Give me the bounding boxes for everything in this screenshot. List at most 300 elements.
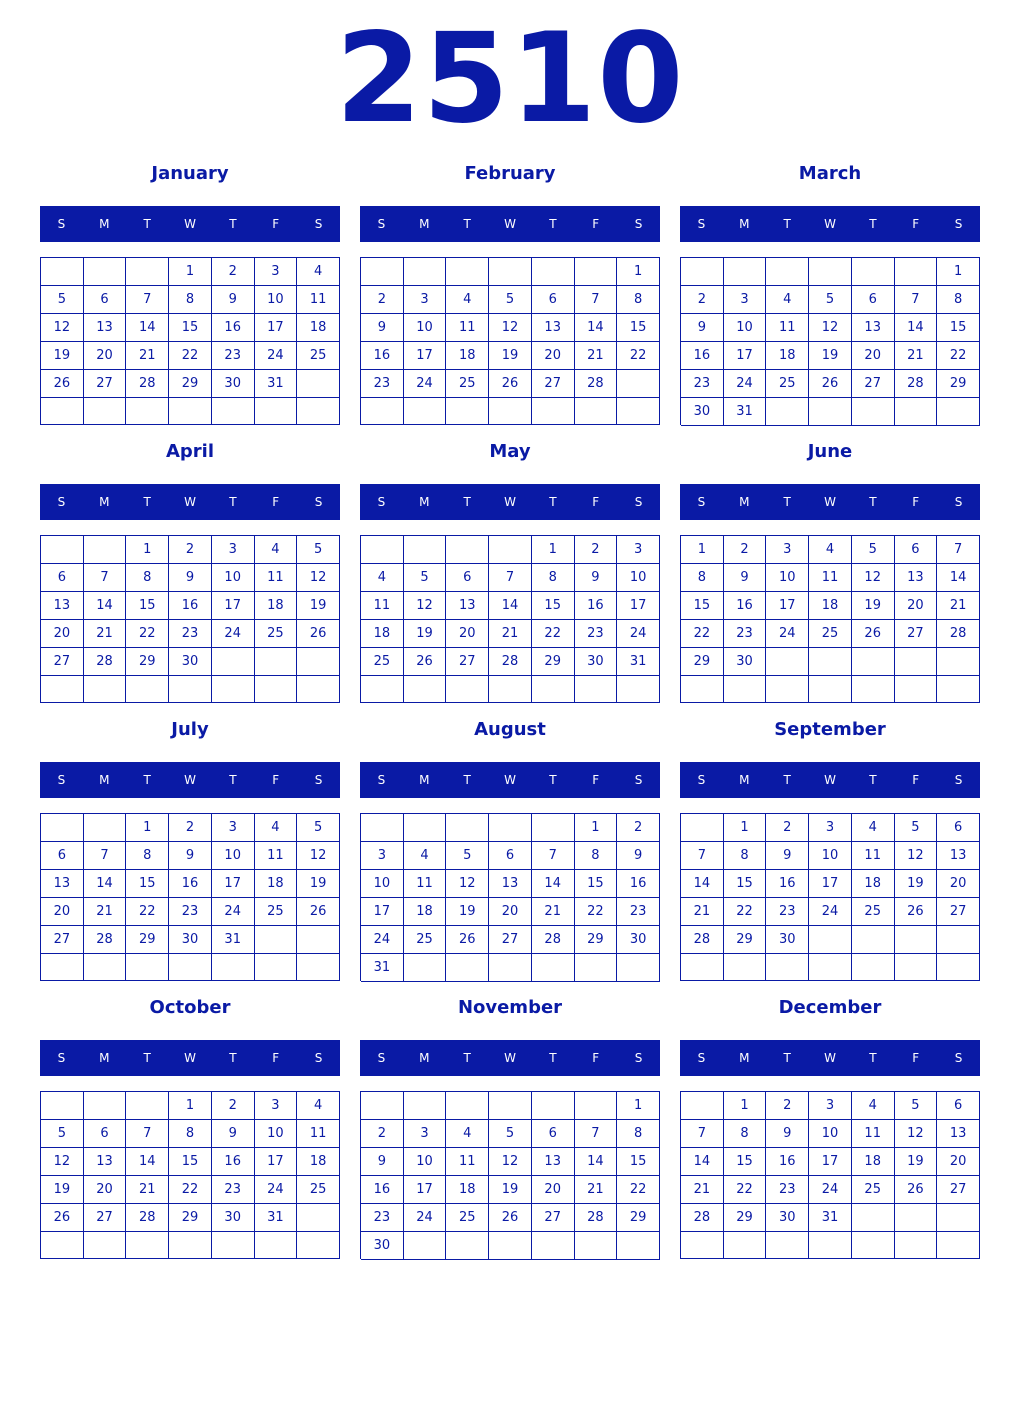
empty-cell (852, 926, 895, 954)
empty-cell (617, 954, 660, 982)
day-cell: 16 (766, 870, 809, 898)
day-cell: 4 (404, 842, 447, 870)
day-cell: 20 (852, 342, 895, 370)
day-cell: 16 (361, 342, 404, 370)
day-cell: 26 (297, 898, 340, 926)
day-cell: 15 (937, 314, 980, 342)
day-cell: 2 (766, 814, 809, 842)
day-grid (40, 535, 340, 703)
day-cell: 31 (809, 1204, 852, 1232)
empty-cell (255, 398, 298, 425)
year-title: 2510 (335, 7, 685, 151)
empty-cell (895, 954, 938, 981)
day-cell: 5 (895, 1092, 938, 1120)
day-cell: 23 (681, 370, 724, 398)
day-cell: 2 (361, 286, 404, 314)
day-cell: 8 (724, 1120, 767, 1148)
weekday-label: S (57, 217, 66, 231)
day-cell: 25 (446, 1204, 489, 1232)
weekday-label: W (184, 1051, 196, 1065)
weekday-label: W (824, 495, 836, 509)
day-cell: 16 (212, 314, 255, 342)
day-cell: 13 (84, 314, 127, 342)
day-cell: 4 (255, 814, 298, 842)
day-cell: 12 (297, 564, 340, 592)
empty-cell (255, 1232, 298, 1259)
empty-cell (361, 1092, 404, 1120)
day-cell: 19 (852, 592, 895, 620)
weekday-label: M (99, 217, 110, 231)
empty-cell (724, 1232, 767, 1259)
weekday-label: F (912, 1051, 920, 1065)
day-cell: 16 (212, 1148, 255, 1176)
day-cell: 3 (766, 536, 809, 564)
day-cell: 2 (681, 286, 724, 314)
day-cell: 24 (766, 620, 809, 648)
empty-cell (84, 676, 127, 703)
day-cell: 28 (126, 370, 169, 398)
weekday-label: F (592, 217, 600, 231)
day-cell: 13 (489, 870, 532, 898)
empty-cell (212, 954, 255, 981)
day-cell: 23 (169, 898, 212, 926)
empty-cell (126, 1232, 169, 1259)
day-cell: 26 (489, 1204, 532, 1232)
day-cell: 23 (724, 620, 767, 648)
weekday-label: S (697, 1051, 706, 1065)
day-cell: 18 (446, 1176, 489, 1204)
empty-cell (937, 398, 980, 426)
empty-cell (84, 814, 127, 842)
empty-cell (41, 258, 84, 286)
empty-cell (212, 648, 255, 676)
day-cell: 28 (681, 926, 724, 954)
day-cell: 9 (361, 314, 404, 342)
day-cell: 9 (169, 564, 212, 592)
day-cell: 27 (532, 370, 575, 398)
day-cell: 22 (617, 342, 660, 370)
day-grid (680, 813, 980, 981)
day-cell: 22 (575, 898, 618, 926)
weekday-label: W (504, 495, 516, 509)
empty-cell (169, 1232, 212, 1259)
day-cell: 29 (617, 1204, 660, 1232)
weekday-label: S (697, 495, 706, 509)
empty-cell (169, 954, 212, 981)
day-cell: 16 (766, 1148, 809, 1176)
day-cell: 14 (575, 314, 618, 342)
day-cell: 9 (169, 842, 212, 870)
day-cell: 3 (809, 1092, 852, 1120)
day-cell: 22 (681, 620, 724, 648)
day-cell: 23 (361, 370, 404, 398)
day-cell: 16 (169, 592, 212, 620)
empty-cell (852, 1204, 895, 1232)
weekday-label: T (463, 1051, 471, 1065)
empty-cell (852, 648, 895, 676)
day-cell: 20 (895, 592, 938, 620)
weekday-label: M (99, 773, 110, 787)
day-cell: 19 (489, 1176, 532, 1204)
day-cell: 6 (41, 842, 84, 870)
day-cell: 18 (852, 1148, 895, 1176)
day-cell: 27 (937, 1176, 980, 1204)
empty-cell (297, 954, 340, 981)
day-cell: 12 (297, 842, 340, 870)
weekday-label: T (143, 1051, 151, 1065)
day-cell: 28 (84, 926, 127, 954)
weekday-label: F (912, 217, 920, 231)
day-cell: 25 (255, 898, 298, 926)
day-cell: 5 (41, 286, 84, 314)
empty-cell (532, 1092, 575, 1120)
day-cell: 2 (169, 536, 212, 564)
weekday-label: F (592, 495, 600, 509)
weekday-label: T (783, 217, 791, 231)
day-cell: 6 (532, 1120, 575, 1148)
empty-cell (937, 676, 980, 703)
day-cell: 8 (169, 286, 212, 314)
day-cell: 13 (446, 592, 489, 620)
day-cell: 18 (361, 620, 404, 648)
day-cell: 6 (84, 286, 127, 314)
day-cell: 22 (532, 620, 575, 648)
day-cell: 14 (126, 1148, 169, 1176)
day-cell: 23 (766, 898, 809, 926)
day-cell: 10 (255, 286, 298, 314)
day-cell: 10 (809, 842, 852, 870)
day-cell: 14 (937, 564, 980, 592)
empty-cell (937, 1204, 980, 1232)
empty-cell (361, 676, 404, 703)
day-cell: 16 (575, 592, 618, 620)
empty-cell (297, 648, 340, 676)
day-cell: 20 (489, 898, 532, 926)
day-cell: 5 (404, 564, 447, 592)
day-cell: 23 (766, 1176, 809, 1204)
empty-cell (809, 954, 852, 981)
day-cell: 24 (255, 342, 298, 370)
day-cell: 20 (937, 870, 980, 898)
weekday-label: T (869, 1051, 877, 1065)
day-cell: 21 (489, 620, 532, 648)
day-cell: 7 (84, 564, 127, 592)
day-cell: 15 (575, 870, 618, 898)
weekday-label: W (824, 1051, 836, 1065)
day-cell: 25 (852, 898, 895, 926)
empty-cell (681, 258, 724, 286)
day-grid (360, 1091, 660, 1259)
empty-cell (895, 398, 938, 426)
day-cell: 22 (126, 620, 169, 648)
day-cell: 24 (809, 898, 852, 926)
day-cell: 20 (937, 1148, 980, 1176)
empty-cell (489, 814, 532, 842)
weekday-label: S (634, 773, 643, 787)
day-cell: 27 (446, 648, 489, 676)
empty-cell (489, 1092, 532, 1120)
day-cell: 17 (212, 870, 255, 898)
empty-cell (212, 1232, 255, 1259)
day-cell: 15 (617, 1148, 660, 1176)
day-cell: 8 (169, 1120, 212, 1148)
day-cell: 30 (212, 370, 255, 398)
empty-cell (681, 1232, 724, 1259)
empty-cell (446, 814, 489, 842)
day-cell: 12 (852, 564, 895, 592)
weekday-label: S (697, 217, 706, 231)
empty-cell (681, 1092, 724, 1120)
empty-cell (41, 398, 84, 425)
day-cell: 25 (297, 342, 340, 370)
day-cell: 1 (575, 814, 618, 842)
day-cell: 17 (255, 1148, 298, 1176)
day-cell: 12 (446, 870, 489, 898)
month-name: June (807, 441, 853, 462)
day-cell: 7 (575, 286, 618, 314)
day-cell: 28 (895, 370, 938, 398)
empty-cell (41, 954, 84, 981)
day-cell: 9 (212, 1120, 255, 1148)
day-cell: 20 (532, 342, 575, 370)
day-cell: 4 (852, 814, 895, 842)
day-cell: 6 (489, 842, 532, 870)
empty-cell (41, 536, 84, 564)
empty-cell (255, 648, 298, 676)
day-cell: 28 (575, 370, 618, 398)
day-cell: 7 (532, 842, 575, 870)
day-cell: 10 (212, 842, 255, 870)
empty-cell (489, 676, 532, 703)
weekday-label: W (824, 217, 836, 231)
empty-cell (937, 648, 980, 676)
day-cell: 14 (575, 1148, 618, 1176)
day-cell: 24 (404, 370, 447, 398)
day-cell: 16 (681, 342, 724, 370)
empty-cell (126, 1092, 169, 1120)
day-cell: 5 (489, 286, 532, 314)
day-cell: 22 (169, 1176, 212, 1204)
day-cell: 8 (617, 286, 660, 314)
weekday-label: F (592, 1051, 600, 1065)
day-cell: 2 (617, 814, 660, 842)
day-cell: 12 (404, 592, 447, 620)
day-cell: 31 (212, 926, 255, 954)
weekday-label: M (739, 773, 750, 787)
day-cell: 14 (84, 592, 127, 620)
day-cell: 2 (169, 814, 212, 842)
day-cell: 13 (852, 314, 895, 342)
day-cell: 27 (895, 620, 938, 648)
day-cell: 29 (532, 648, 575, 676)
empty-cell (852, 676, 895, 703)
weekday-label: T (783, 1051, 791, 1065)
weekday-label: S (954, 773, 963, 787)
weekday-label: T (229, 217, 237, 231)
day-cell: 12 (489, 1148, 532, 1176)
day-cell: 13 (532, 1148, 575, 1176)
empty-cell (617, 1232, 660, 1260)
day-cell: 1 (724, 1092, 767, 1120)
day-cell: 26 (297, 620, 340, 648)
empty-cell (681, 954, 724, 981)
day-cell: 16 (361, 1176, 404, 1204)
empty-cell (297, 926, 340, 954)
day-cell: 6 (895, 536, 938, 564)
day-cell: 19 (41, 1176, 84, 1204)
empty-cell (446, 676, 489, 703)
empty-cell (852, 954, 895, 981)
day-cell: 14 (84, 870, 127, 898)
weekday-header (680, 206, 980, 242)
day-cell: 7 (895, 286, 938, 314)
day-cell: 22 (724, 898, 767, 926)
day-cell: 10 (404, 314, 447, 342)
empty-cell (895, 258, 938, 286)
empty-cell (809, 398, 852, 426)
day-cell: 5 (809, 286, 852, 314)
day-cell: 22 (126, 898, 169, 926)
weekday-label: M (419, 495, 430, 509)
empty-cell (404, 536, 447, 564)
day-cell: 27 (41, 926, 84, 954)
day-cell: 20 (532, 1176, 575, 1204)
day-cell: 28 (937, 620, 980, 648)
weekday-label: S (377, 773, 386, 787)
day-cell: 12 (489, 314, 532, 342)
day-cell: 23 (212, 1176, 255, 1204)
day-cell: 31 (255, 1204, 298, 1232)
day-cell: 11 (852, 842, 895, 870)
empty-cell (575, 1092, 618, 1120)
day-cell: 7 (126, 1120, 169, 1148)
empty-cell (41, 814, 84, 842)
empty-cell (895, 1232, 938, 1259)
day-cell: 1 (937, 258, 980, 286)
day-cell: 6 (937, 1092, 980, 1120)
day-grid (360, 813, 660, 981)
day-cell: 22 (617, 1176, 660, 1204)
weekday-label: S (697, 773, 706, 787)
day-cell: 24 (361, 926, 404, 954)
day-cell: 29 (724, 1204, 767, 1232)
weekday-label: S (377, 217, 386, 231)
weekday-label: T (229, 495, 237, 509)
empty-cell (446, 954, 489, 982)
day-cell: 5 (297, 814, 340, 842)
month-name: November (457, 997, 563, 1018)
day-cell: 15 (169, 1148, 212, 1176)
day-cell: 3 (724, 286, 767, 314)
day-cell: 6 (532, 286, 575, 314)
empty-cell (489, 954, 532, 982)
day-cell: 8 (532, 564, 575, 592)
weekday-label: M (419, 773, 430, 787)
day-cell: 14 (532, 870, 575, 898)
day-cell: 9 (766, 1120, 809, 1148)
empty-cell (489, 258, 532, 286)
day-cell: 12 (895, 1120, 938, 1148)
day-cell: 24 (724, 370, 767, 398)
day-cell: 17 (724, 342, 767, 370)
empty-cell (297, 1232, 340, 1259)
day-cell: 20 (84, 342, 127, 370)
weekday-label: M (739, 1051, 750, 1065)
day-cell: 30 (766, 926, 809, 954)
day-cell: 1 (126, 814, 169, 842)
weekday-label: S (377, 1051, 386, 1065)
day-cell: 11 (297, 286, 340, 314)
day-cell: 13 (895, 564, 938, 592)
day-cell: 16 (724, 592, 767, 620)
weekday-label: W (504, 773, 516, 787)
day-cell: 11 (361, 592, 404, 620)
empty-cell (404, 258, 447, 286)
day-cell: 27 (41, 648, 84, 676)
empty-cell (852, 398, 895, 426)
weekday-label: T (869, 773, 877, 787)
weekday-label: S (314, 1051, 323, 1065)
weekday-header (680, 762, 980, 798)
day-cell: 2 (575, 536, 618, 564)
weekday-label: S (57, 773, 66, 787)
day-cell: 14 (126, 314, 169, 342)
day-cell: 6 (852, 286, 895, 314)
weekday-label: S (314, 495, 323, 509)
empty-cell (404, 1092, 447, 1120)
weekday-label: F (912, 495, 920, 509)
weekday-header (40, 484, 340, 520)
day-cell: 24 (404, 1204, 447, 1232)
day-cell: 14 (895, 314, 938, 342)
empty-cell (895, 926, 938, 954)
day-cell: 26 (41, 1204, 84, 1232)
day-cell: 31 (724, 398, 767, 426)
empty-cell (84, 954, 127, 981)
empty-cell (575, 1232, 618, 1260)
weekday-label: S (57, 495, 66, 509)
day-cell: 4 (361, 564, 404, 592)
day-cell: 10 (766, 564, 809, 592)
day-cell: 15 (724, 870, 767, 898)
day-cell: 26 (404, 648, 447, 676)
day-cell: 25 (446, 370, 489, 398)
day-cell: 29 (724, 926, 767, 954)
empty-cell (446, 536, 489, 564)
day-cell: 21 (532, 898, 575, 926)
day-grid (680, 257, 980, 425)
day-cell: 7 (681, 1120, 724, 1148)
day-cell: 18 (255, 592, 298, 620)
day-cell: 18 (297, 314, 340, 342)
empty-cell (446, 258, 489, 286)
day-cell: 13 (937, 1120, 980, 1148)
empty-cell (575, 954, 618, 982)
day-cell: 11 (852, 1120, 895, 1148)
weekday-label: F (272, 217, 280, 231)
weekday-label: W (504, 1051, 516, 1065)
day-cell: 13 (532, 314, 575, 342)
day-cell: 21 (895, 342, 938, 370)
day-cell: 17 (617, 592, 660, 620)
day-cell: 4 (852, 1092, 895, 1120)
month-name: August (474, 719, 546, 740)
weekday-label: W (824, 773, 836, 787)
day-cell: 17 (404, 1176, 447, 1204)
weekday-label: S (377, 495, 386, 509)
day-cell: 12 (809, 314, 852, 342)
day-grid (40, 1091, 340, 1259)
